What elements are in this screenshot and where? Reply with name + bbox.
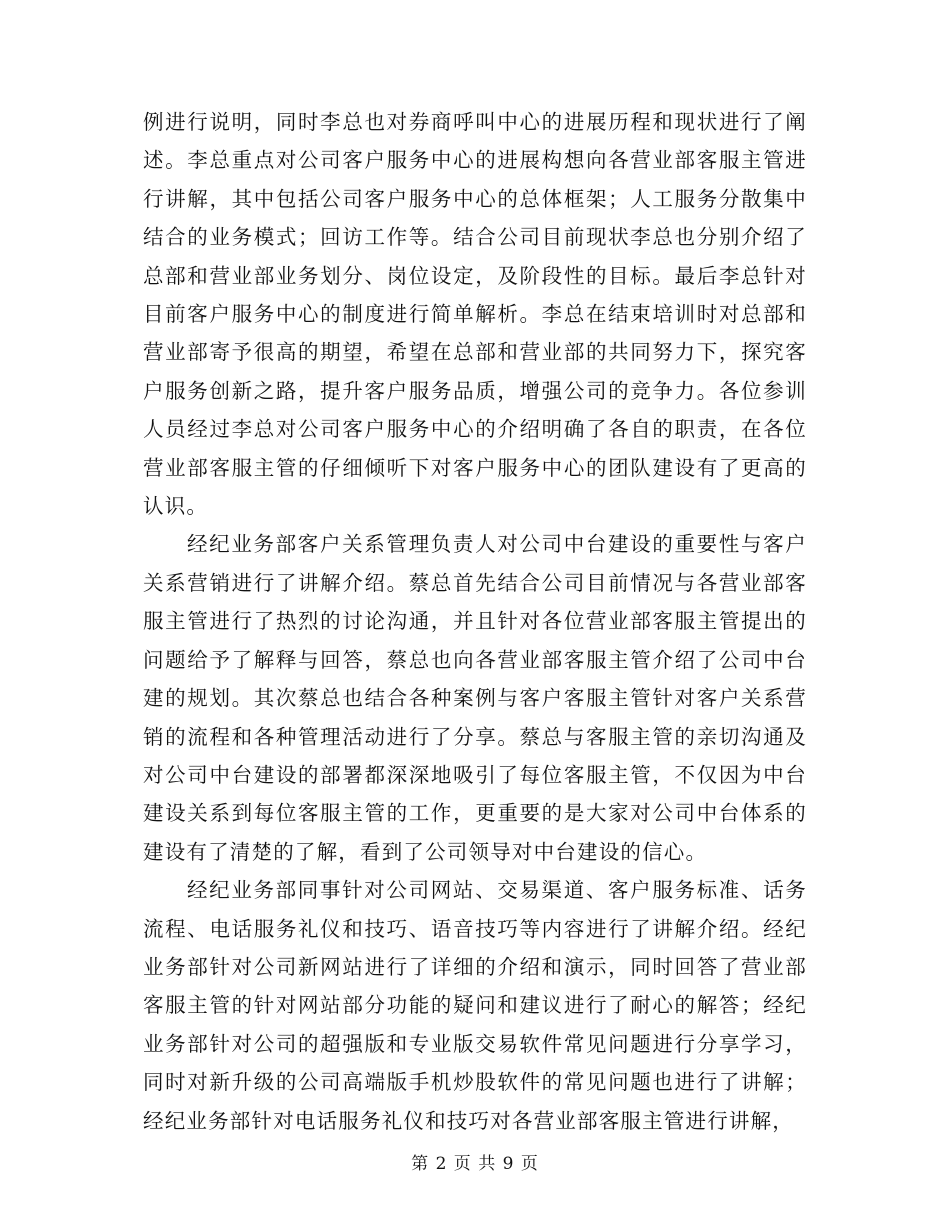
paragraph-3: 经纪业务部同事针对公司网站、交易渠道、客户服务标准、话务流程、电话服务礼仪和技巧、语音技巧等内容进行了讲解介绍。经纪业务部针对公司新网站进行了详细的介绍和演示，同时回答了营业部客服主管的针对网站部分功能的疑问和建议进行了耐心的解答；经纪业务部针对公司的超强版和专业版交易软件常见问题进行分享学习，同时对新升级的公司高端版手机炒股软件的常见问题也进行了讲解；经纪业务部针对电话服务礼仪和技巧对各营业部客服主管进行讲解，: [143, 878, 807, 1133]
paragraph-1: 例进行说明，同时李总也对券商呼叫中心的进展历程和现状进行了阐述。李总重点对公司客户服务中心的进展构想向各营业部客服主管进行讲解，其中包括公司客户服务中心的总体框架；人工服务分散集中结合的业务模式；回访工作等。结合公司目前现状李总也分别介绍了总部和营业部业务划分、岗位设定，及阶段性的目标。最后李总针对目前客户服务中心的制度进行简单解析。李总在结束培训时对总部和营业部寄予很高的期望，希望在总部和营业部的共同努力下，探究客户服务创新之路，提升客户服务品质，增强公司的竞争力。各位参训人员经过李总对公司客户服务中心的介绍明确了各自的职责，在各位营业部客服主管的仔细倾听下对客户服务中心的团队建设有了更高的认识。: [143, 110, 807, 519]
paragraph-2: 经纪业务部客户关系管理负责人对公司中台建设的重要性与客户关系营销进行了讲解介绍。蔡总首先结合公司目前情况与各营业部客服主管进行了热烈的讨论沟通，并且针对各位营业部客服主管提出的问题给予了解释与回答，蔡总也向各营业部客服主管介绍了公司中台建的规划。其次蔡总也结合各种案例与客户客服主管针对客户关系营销的流程和各种管理活动进行了分享。蔡总与客服主管的亲切沟通及对公司中台建设的部署都深深地吸引了每位客服主管，不仅因为中台建设关系到每位客服主管的工作，更重要的是大家对公司中台体系的建设有了清楚的了解，看到了公司领导对中台建设的信心。: [143, 532, 807, 864]
page-footer: 第 2 页 共 9 页: [411, 1154, 539, 1174]
document-body: [143, 103, 807, 1140]
